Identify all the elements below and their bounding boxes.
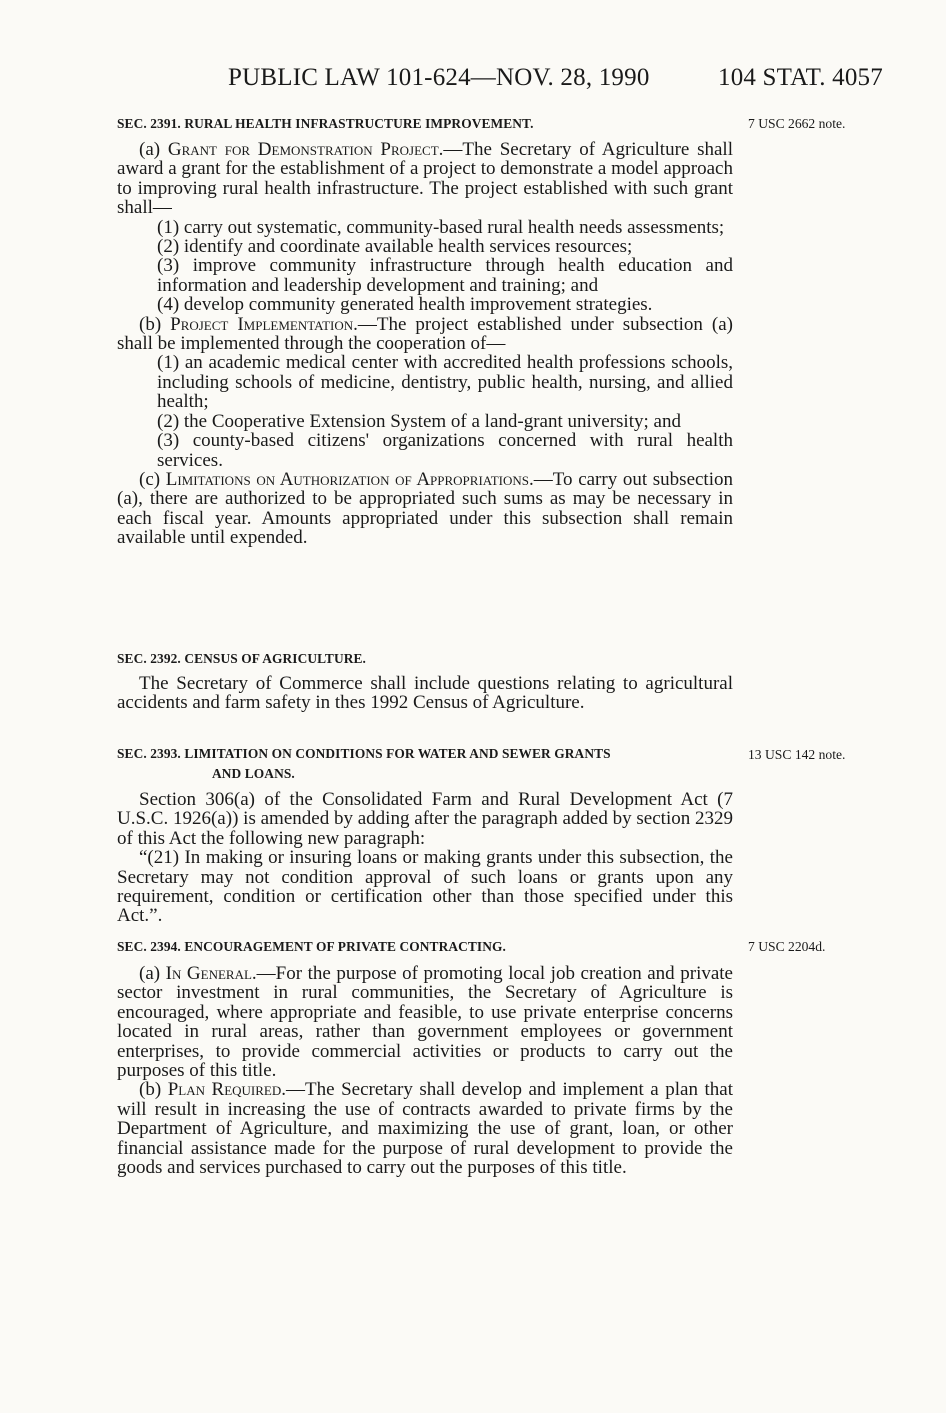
subsection-a-text: —The Secretary of Agriculture shall award a grant for the establishment of a project to demonstrate a model approach to improving rural health infrastructure. The project established with such grant shall— <box>117 139 733 219</box>
subsection-a <box>117 140 733 218</box>
section-2394-subsection-a <box>117 964 733 1080</box>
section-2393-heading-line2: AND LOANS. <box>212 766 295 781</box>
section-2392-body <box>117 674 733 713</box>
section-2394-b-text: —The Secretary shall develop and implement a plan that will result in increasing the use of contracts awarded to private firms by the Department of Agriculture, and maximizing the use of grant, loan, or other financial assistance made for the purpose of rural development to provide the goods and services purchased to carry out the purposes of this title. <box>117 1079 733 1179</box>
paragraph-b2: (2) the Cooperative Extension System of a land-grant university; and <box>157 410 681 432</box>
section-2394-subsection-b <box>117 1080 733 1177</box>
section-2394-heading: SEC. 2394. ENCOURAGEMENT OF PRIVATE CONTRACTING. <box>117 939 506 954</box>
paragraph-a4: (4) develop community generated health improvement strategies. <box>157 294 653 316</box>
margin-note-2391: 7 USC 2662 note. <box>748 116 846 131</box>
section-2393-quote: “(21) In making or insuring loans or making grants under this subsection, the Secretary may not condition approval of such loans or grants upon any requirement, condition or certification other than those specified under this Act.”. <box>117 847 733 927</box>
margin-note-2394: 7 USC 2204d. <box>748 939 826 954</box>
section-2393-body <box>117 790 733 926</box>
subsection-c <box>117 470 733 548</box>
subsection-c-caption: Limitations on Authorization of Appropriations. <box>165 468 534 490</box>
running-header-title: PUBLIC LAW 101-624—NOV. 28, 1990 <box>228 64 650 91</box>
paragraph-a3: (3) improve community infrastructure through health education and information and leadership development and training; and <box>157 255 733 296</box>
paragraph-a1: (1) carry out systematic, community-based rural health needs assessments; <box>157 216 725 238</box>
section-2392-text: The Secretary of Commerce shall include questions relating to agricultural accidents and farm safety in thes 1992 Census of Agriculture. <box>117 673 733 714</box>
section-2391-heading: SEC. 2391. RURAL HEALTH INFRASTRUCTURE IMPROVEMENT. <box>117 116 534 131</box>
paragraph-b1: (1) an academic medical center with accredited health professions schools, including schools of medicine, dentistry, public health, nursing, and allied health; <box>157 352 733 413</box>
subsection-b-label: (b) <box>139 313 171 335</box>
subsection-c-label: (c) <box>139 468 166 490</box>
subsection-a-caption: Grant for Demonstration Project. <box>167 139 444 160</box>
section-2392-heading: SEC. 2392. CENSUS OF AGRICULTURE. <box>117 651 366 666</box>
paragraph-a2: (2) identify and coordinate available health services resources; <box>157 236 633 258</box>
margin-note-2393: 13 USC 142 note. <box>748 747 846 762</box>
section-2394-b-label: (b) <box>139 1079 168 1101</box>
subsection-b-caption: Project Implementation. <box>170 313 358 335</box>
section-2391-body <box>117 140 733 548</box>
subsection-b <box>117 315 733 354</box>
subsection-a-label: (a) <box>139 139 168 160</box>
paragraph-b3: (3) county-based citizens' organizations concerned with rural health services. <box>157 430 733 471</box>
section-2394-a-text: —For the purpose of promoting local job creation and private sector investment in rural communities, the Secretary of Agriculture is encouraged, where appropriate and feasible, to use private enterprise concerns located in rural areas, rather than government employees or government enterprises, to provide commercial activities or products to carry out the purposes of this title. <box>117 963 733 1082</box>
section-2394-b-caption: Plan Required. <box>167 1079 287 1101</box>
subsection-b-text: —The project established under subsection (a) shall be implemented through the cooperation of— <box>117 313 733 355</box>
subsection-c-text: —To carry out subsection (a), there are authorized to be appropriated such sums as may be necessary in each fiscal year. Amounts appropriated under this subsection shall remain available until expended. <box>117 468 733 549</box>
section-2393-heading-line1: SEC. 2393. LIMITATION ON CONDITIONS FOR WATER AND SEWER GRANTS <box>117 746 611 761</box>
section-2394-a-label: (a) <box>139 963 166 984</box>
running-header-stat: 104 STAT. 4057 <box>718 64 883 91</box>
section-2394-body <box>117 964 733 1177</box>
section-2393-heading <box>117 744 733 784</box>
section-2393-text: Section 306(a) of the Consolidated Farm and Rural Development Act (7 U.S.C. 1926(a)) is amended by adding after the paragraph added by section 2329 of this Act the following new paragraph: <box>117 789 733 849</box>
section-2394-a-caption: In General. <box>165 963 257 984</box>
